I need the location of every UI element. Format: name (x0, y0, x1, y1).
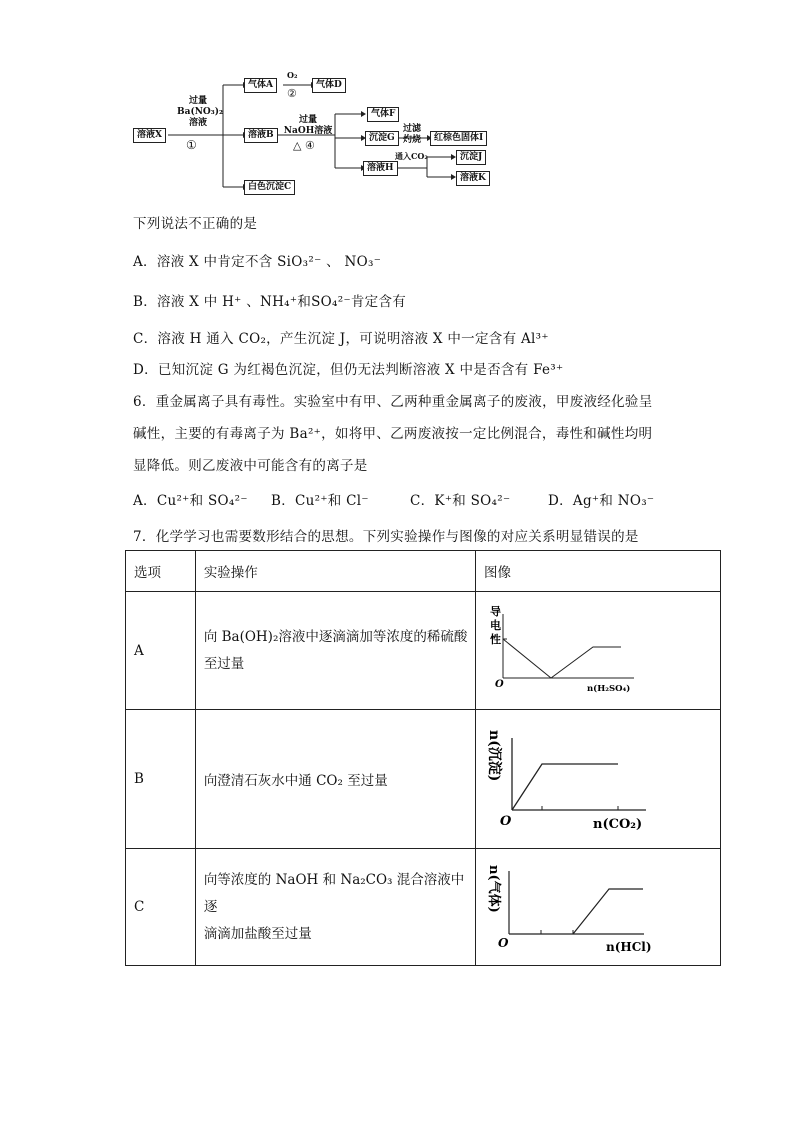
q5-option-b: B．溶液 X 中 H⁺ 、NH₄⁺和SO₄²⁻肯定含有 (133, 294, 407, 310)
red-brown-solid-i-box: 红棕色固体I (430, 131, 487, 146)
q6-option-b: B．Cu²⁺和 Cl⁻ (271, 493, 369, 509)
q6-option-d: D．Ag⁺和 NO₃⁻ (548, 493, 655, 509)
table-header-row (126, 551, 721, 592)
gas-a-box: 气体A (244, 78, 277, 93)
x-axis-label: n(HCl) (606, 940, 652, 954)
q5-option-a: A．溶液 X 中肯定不含 SiO₃²⁻ 、 NO₃⁻ (133, 254, 382, 270)
q5-option-d: D．已知沉淀 G 为红褐色沉淀，但仍无法判断溶液 X 中是否含有 Fe³⁺ (133, 362, 564, 378)
o2-label: O₂ (287, 70, 298, 80)
header-option: 选项 (126, 551, 196, 592)
row-a-operation-line-1: 向 Ba(OH)₂溶液中逐滴滴加等浓度的稀硫酸 (203, 628, 468, 645)
step1-reagent (177, 96, 223, 129)
step1-number: ① (186, 138, 197, 152)
row-c-graph-cell (476, 849, 721, 966)
gas-graph (476, 849, 720, 961)
step1-reagent-bot: 溶液 (188, 118, 207, 128)
solution-k-box: 溶液K (456, 171, 490, 186)
q6-line-1: 6．重金属离子具有毒性。实验室中有甲、乙两种重金属离子的废液，甲废液经化验呈 (133, 394, 653, 410)
y-axis-label-text: n(沉淀) (486, 730, 502, 782)
x-axis-label: n(CO₂) (593, 817, 643, 832)
row-c-operation-line-1: 向等浓度的 NaOH 和 Na₂CO₃ 混合溶液中逐 (203, 871, 465, 915)
y-axis-label (486, 865, 502, 913)
y-axis-char-3: 性 (490, 633, 501, 646)
row-c-option: C (126, 849, 196, 966)
row-a-operation (195, 592, 475, 710)
row-b-operation-line-1: 向澄清石灰水中通 CO₂ 至过量 (203, 773, 388, 789)
precipitate-g-box: 沉淀G (365, 131, 399, 146)
q5-stem: 下列说法不正确的是 (133, 216, 258, 232)
table-row (126, 592, 721, 710)
step4-reagent-top: 过量 (298, 115, 317, 125)
header-graph: 图像 (476, 551, 721, 592)
row-c-operation-line-2: 滴滴加盐酸至过量 (203, 925, 312, 942)
gas-curve (573, 889, 643, 934)
y-axis-label-text: n(气体) (486, 865, 501, 913)
precipitate-curve (512, 764, 618, 810)
y-axis-char-1: 导 (490, 605, 501, 618)
q6-option-a: A．Cu²⁺和 SO₄²⁻ (133, 493, 248, 509)
origin-label: O (500, 814, 512, 829)
gas-d-box: 气体D (312, 78, 346, 93)
q6-line-2: 碱性，主要的有毒离子为 Ba²⁺，如将甲、乙两废液按一定比例混合，毒性和碱性均明 (133, 426, 653, 442)
step1-reagent-mid: Ba(NO₃)₂ (177, 107, 223, 117)
precipitate-j-box: 沉淀J (456, 150, 486, 165)
row-a-operation-line-2: 至过量 (203, 655, 245, 672)
row-c-operation (195, 849, 475, 966)
table-row (126, 710, 721, 849)
co2-input-label: 通入CO₂ (395, 151, 428, 161)
row-b-operation (195, 710, 475, 849)
header-operation: 实验操作 (195, 551, 475, 592)
step4-reagent-mid: NaOH溶液 (283, 126, 333, 136)
step4-number: △ ④ (293, 139, 315, 152)
step1-reagent-top: 过量 (188, 96, 207, 106)
solution-x-box: 溶液X (133, 128, 166, 143)
step4-reagent (280, 115, 336, 137)
y-axis-char-2: 电 (490, 619, 501, 632)
conductivity-graph (476, 592, 720, 705)
row-b-option: B (126, 710, 196, 849)
q7-table (125, 550, 721, 966)
burn-label: 灼烧 (402, 135, 421, 145)
row-a-graph-cell (476, 592, 721, 710)
q7-stem: 7．化学学习也需要数形结合的思想。下列实验操作与图像的对应关系明显错误的是 (133, 529, 639, 545)
filter-burn-label (400, 124, 424, 146)
x-axis-label: n(H₂SO₄) (587, 684, 631, 694)
origin-label: O (495, 679, 504, 690)
filter-label: 过滤 (402, 124, 421, 134)
step2-number: ② (287, 87, 297, 100)
conductivity-curve (503, 639, 621, 678)
y-axis-label (486, 730, 503, 781)
precipitate-graph (476, 710, 720, 844)
q6-line-3: 显降低。则乙废液中可能含有的离子是 (133, 458, 368, 474)
q5-option-c: C．溶液 H 通入 CO₂，产生沉淀 J，可说明溶液 X 中一定含有 Al³⁺ (133, 331, 549, 347)
gas-f-box: 气体F (367, 107, 399, 122)
solution-b-box: 溶液B (244, 128, 278, 143)
origin-label: O (498, 936, 509, 950)
solution-h-box: 溶液H (363, 161, 398, 176)
row-a-option: A (126, 592, 196, 710)
table-row (126, 849, 721, 966)
white-precipitate-c-box: 白色沉淀C (244, 180, 295, 195)
q6-option-c: C．K⁺和 SO₄²⁻ (410, 493, 511, 509)
row-b-graph-cell (476, 710, 721, 849)
